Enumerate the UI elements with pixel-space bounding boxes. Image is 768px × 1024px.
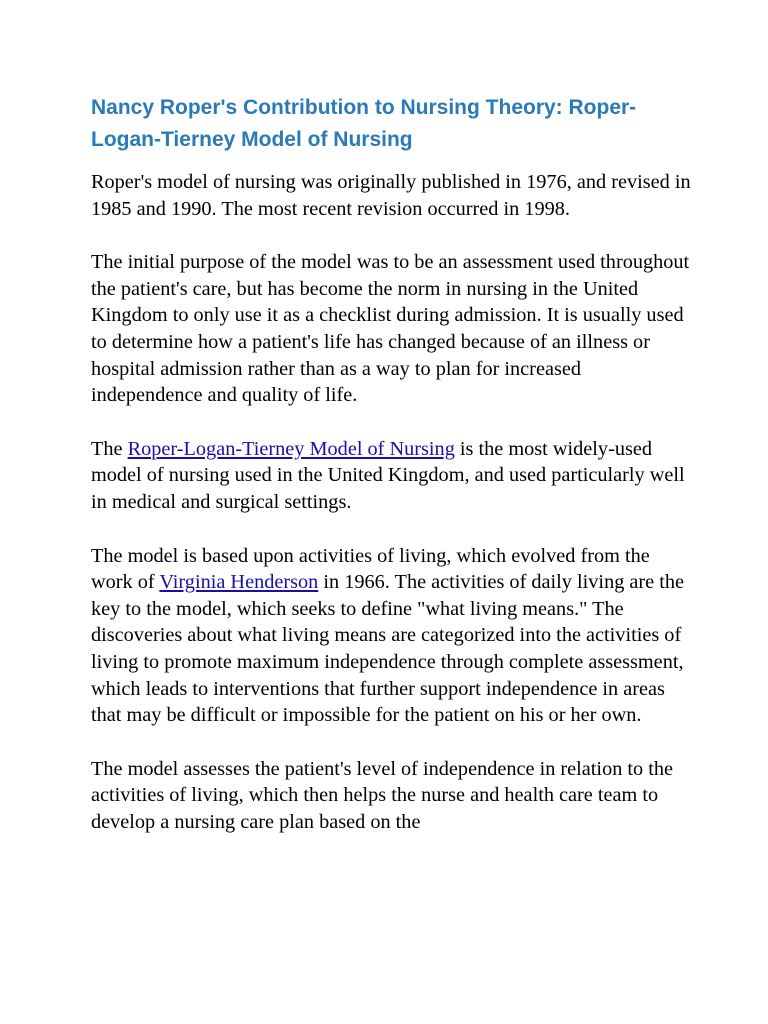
paragraph-text: is the most widely-used model of nursing used in the United Kingdom, and used particularly well in medical and surgical settings. xyxy=(91,437,685,513)
virginia-henderson-link[interactable]: Virginia Henderson xyxy=(159,571,319,594)
paragraph-text: The model is based upon activities of living, which evolved from the work of xyxy=(91,544,650,594)
paragraph-text: The xyxy=(91,437,128,460)
paragraph-independence-assessment: The model assesses the patient's level of independence in relation to the activities of living, which then helps the nurse and health care team to develop a nursing care plan based on the xyxy=(91,757,674,833)
page-title: Nancy Roper's Contribution to Nursing Theory: Roper-Logan-Tierney Model of Nursing xyxy=(91,96,637,151)
paragraph-publication-history: Roper's model of nursing was originally published in 1976, and revised in 1985 and 1990. The most recent revision occurred in 1998. xyxy=(91,171,691,220)
paragraph-initial-purpose: The initial purpose of the model was to be an assessment used throughout the patient's care, but has become the norm in nursing in the United Kingdom to only use it as a checklist during admission. It is usually used to determine how a patient's life has changed because of an illness or hospital admission rather than as a way to plan for increased independence and quality of life. xyxy=(91,251,690,407)
paragraph-model-usage xyxy=(91,436,691,516)
paragraph-activities-of-living xyxy=(91,543,691,729)
roper-logan-tierney-link[interactable]: Roper-Logan-Tierney Model of Nursing xyxy=(127,437,455,460)
document-page xyxy=(91,92,691,862)
paragraph-text: in 1966. The activities of daily living are the key to the model, which seeks to define "what living means." The discoveries about what living means are categorized into the activities of living to promote maximum independence through complete assessment, which leads to interventions that further support independence in areas that may be difficult or impossible for the patient on his or her own. xyxy=(91,571,685,727)
